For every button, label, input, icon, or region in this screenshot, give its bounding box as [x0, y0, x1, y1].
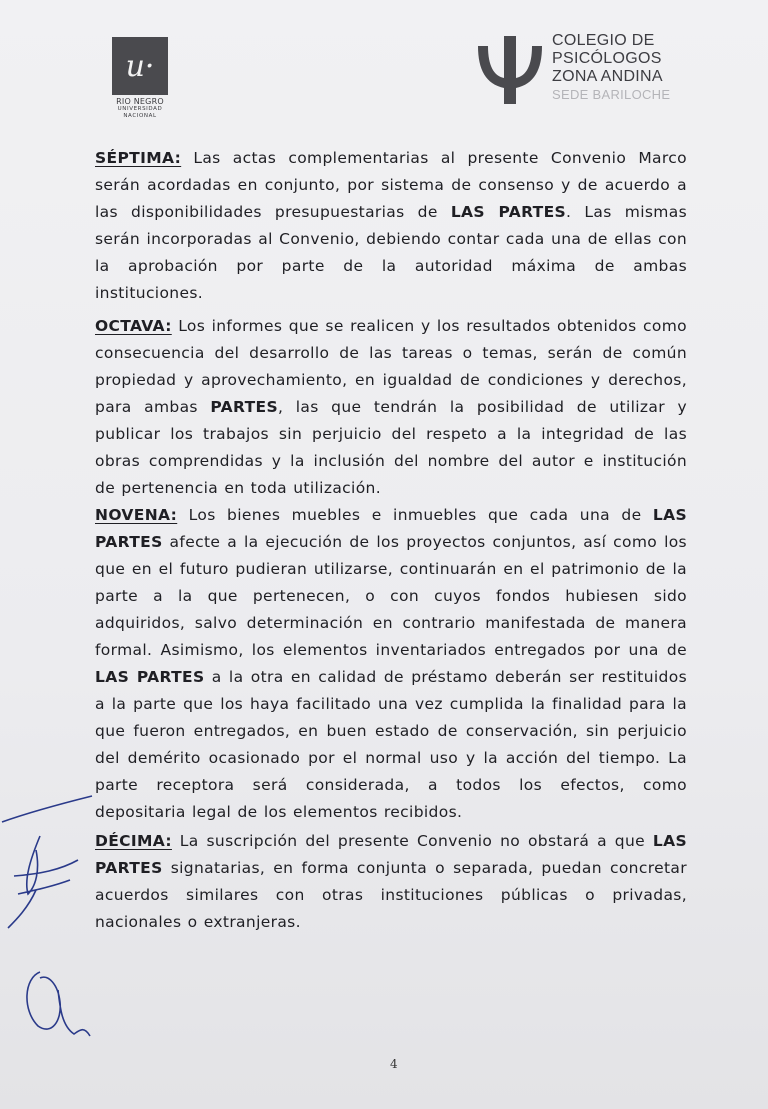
colegio-logo-line3: ZONA ANDINA	[552, 68, 663, 85]
unrn-logo-line3: NACIONAL	[123, 113, 157, 119]
unrn-logo-mark: u·	[112, 37, 168, 95]
clause-text: La suscripción del presente Convenio no obstará a que	[171, 832, 653, 850]
clause-novena	[95, 502, 687, 826]
colegio-logo-line1: COLEGIO DE	[552, 32, 655, 49]
unrn-logo	[112, 37, 168, 121]
handwritten-signatures	[0, 790, 120, 1050]
clause-text: Los bienes muebles e inmuebles que cada una de	[177, 506, 653, 524]
unrn-logo-line1: RIO NEGRO	[116, 97, 164, 106]
clause-title: OCTAVA:	[95, 317, 172, 335]
clause-text: Las actas complementarias al presente Convenio Marco serán acordadas en conjunto, por sistema de consenso y de acuerdo a las disponibilidades presupuestarias de	[95, 149, 687, 221]
bold-term: LAS PARTES	[95, 668, 205, 686]
clause-text: Los informes que se realicen y los resultados obtenidos como consecuencia del desarrollo de las tareas o temas, serán de común propiedad y aprovechamiento, en igualdad de condiciones y derechos, para ambas	[95, 317, 687, 416]
clause-text: a la otra en calidad de préstamo deberán ser restituidos a la parte que los haya facilitado una vez cumplida la finalidad para la que fueron entregados, en buen estado de conservación, sin perjuicio del demérito ocasionado por el normal uso y la acción del tiempo. La parte receptora será considerada, a todos los efectos, como depositaria legal de los elementos recibidos.	[95, 668, 687, 821]
colegio-logo-line4: SEDE BARILOCHE	[552, 87, 671, 102]
psi-emblem-icon	[474, 32, 546, 104]
colegio-psicologos-logo	[474, 32, 674, 104]
clause-text: signatarias, en forma conjunta o separada, puedan concretar acuerdos similares con otras instituciones públicas o privadas, nacionales o extranjeras.	[95, 859, 687, 931]
clause-decima	[95, 828, 687, 936]
clause-septima	[95, 145, 687, 307]
clause-title: NOVENA:	[95, 506, 178, 524]
bold-term: LAS PARTES	[95, 832, 687, 877]
unrn-logo-line2: UNIVERSIDAD	[117, 106, 163, 112]
page-number: 4	[390, 1057, 398, 1071]
clause-title: SÉPTIMA:	[95, 149, 182, 167]
bold-term: LAS PARTES	[95, 506, 687, 551]
clause-text: afecte a la ejecución de los proyectos conjuntos, así como los que en el futuro pudieran utilizarse, continuarán en el patrimonio de la parte a la que pertenecen, o con cuyos fondos hubiesen sido adquiridos, salvo determinación en contrario manifestada de manera formal. Asimismo, los elementos inventariados entregados por una de	[95, 533, 687, 659]
clause-octava	[95, 313, 687, 502]
clause-text: , las que tendrán la posibilidad de utilizar y publicar los trabajos sin perjuicio del respeto a la integridad de las obras comprendidas y la inclusión del nombre del autor e institución de pertenencia en toda utilización.	[95, 398, 688, 497]
colegio-logo-line2: PSICÓLOGOS	[552, 50, 662, 67]
clause-text: . Las mismas serán incorporadas al Convenio, debiendo contar cada una de ellas con la aprobación por parte de la autoridad máxima de ambas instituciones.	[95, 203, 687, 302]
clause-title: DÉCIMA:	[95, 832, 172, 850]
bold-term: PARTES	[210, 398, 278, 416]
bold-term: LAS PARTES	[450, 203, 567, 221]
